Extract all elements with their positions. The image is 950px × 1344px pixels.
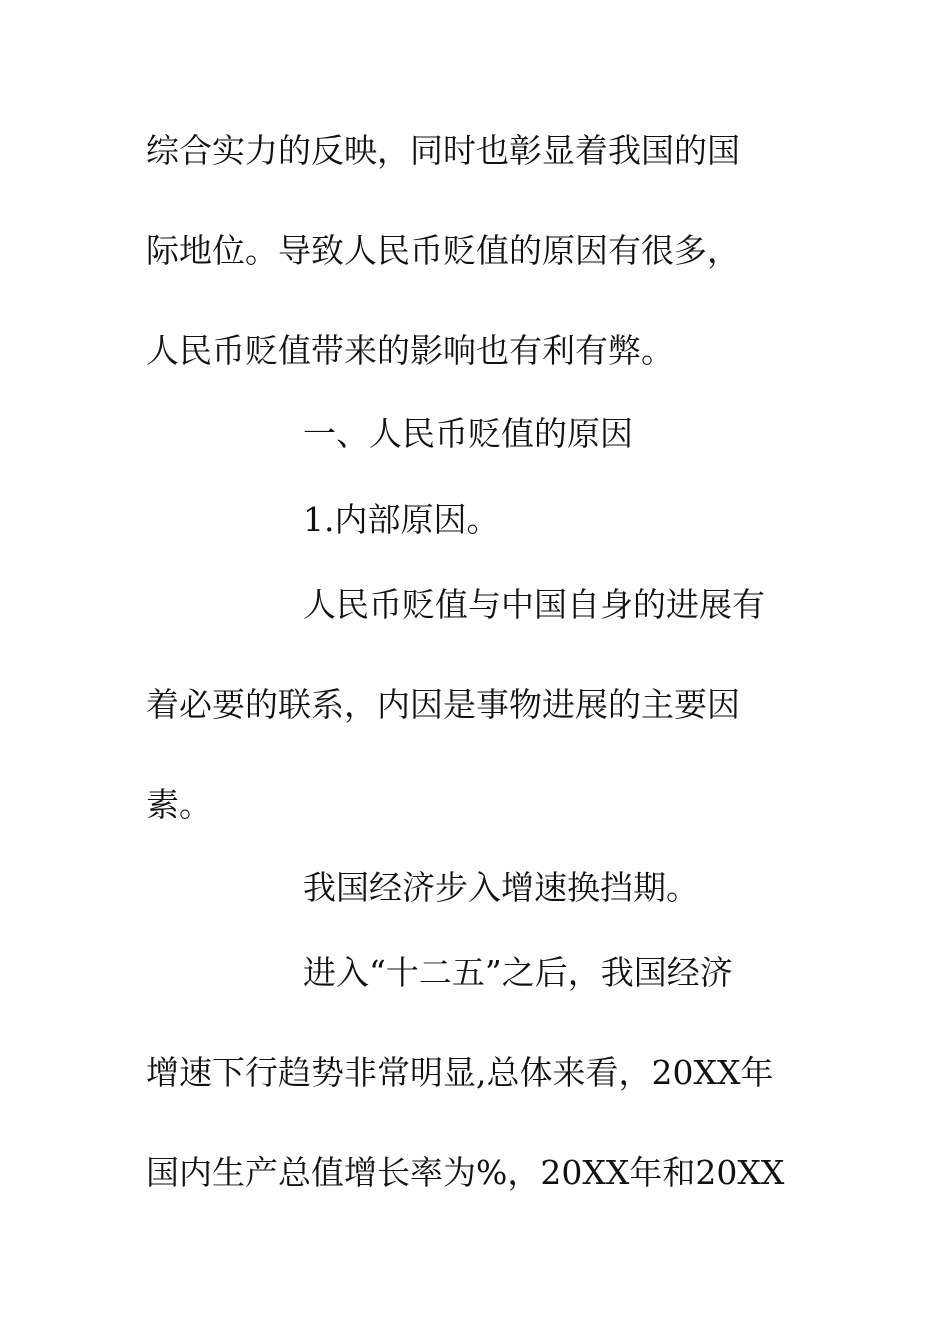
paragraph-line: 进入“十二五”之后，我国经济 <box>303 953 733 992</box>
subsection-heading: 1.内部原因。 <box>303 500 500 539</box>
paragraph-line: 素。 <box>146 785 212 824</box>
paragraph-line: 综合实力的反映，同时也彰显着我国的国 <box>146 131 740 170</box>
paragraph-line: 人民币贬值与中国自身的进展有 <box>303 585 765 624</box>
paragraph-line: 国内生产总值增长率为%，20XX年和20XX <box>146 1153 785 1192</box>
paragraph-line: 我国经济步入增速换挡期。 <box>303 868 699 907</box>
paragraph-line: 人民币贬值带来的影响也有利有弊。 <box>146 331 674 370</box>
paragraph-line: 着必要的联系，内因是事物进展的主要因 <box>146 685 740 724</box>
paragraph-line: 际地位。导致人民币贬值的原因有很多， <box>146 231 740 270</box>
section-heading: 一、人民币贬值的原因 <box>303 414 633 453</box>
paragraph-line: 增速下行趋势非常明显,总体来看，20XX年 <box>146 1053 774 1092</box>
